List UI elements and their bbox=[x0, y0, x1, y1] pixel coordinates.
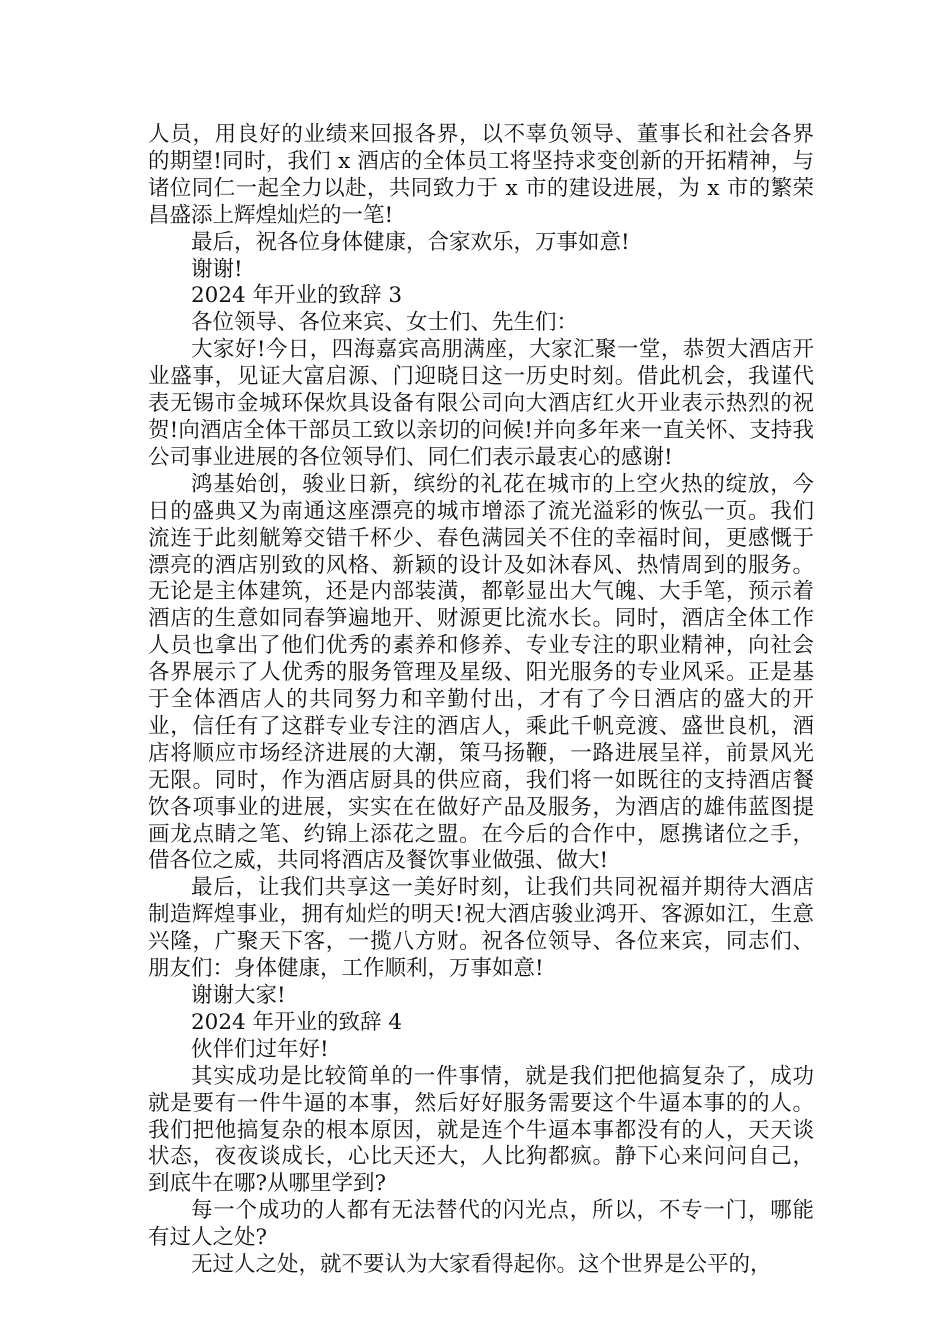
paragraph-greeting: 大家好!今日，四海嘉宾高朋满座，大家汇聚一堂，恭贺大酒店开业盛事，见证大富启源、门迎晓日这一历史时刻。借此机会，我谨代表无锡市金城环保炊具设备有限公司向大酒店红火开业表示热烈的祝贺!向酒店全体干部员工致以亲切的问候!并向多年来一直关怀、支持我公司事业进展的各位领导们、同仁们表示最衷心的感谢! bbox=[148, 337, 814, 470]
paragraph-final-wishes: 最后，让我们共享这一美好时刻，让我们共同祝福并期待大酒店制造辉煌事业，拥有灿烂的明天!祝大酒店骏业鸿开、客源如江，生意兴隆，广聚天下客，一揽八方财。祝各位领导、各位来宾，同志们、朋友们：身体健康，工作顺利，万事如意! bbox=[148, 875, 814, 982]
paragraph-success: 其实成功是比较简单的一件事情，就是我们把他搞复杂了，成功就是要有一件牛逼的本事，然后好好服务需要这个牛逼本事的的人。我们把他搞复杂的根本原因，就是连个牛逼本事都没有的人，天天谈状态，夜夜谈成长，心比天还大，人比狗都疯。静下心来问问自己，到底牛在哪?从哪里学到? bbox=[148, 1063, 814, 1197]
paragraph-salutation: 各位领导、各位来宾、女士们、先生们： bbox=[191, 310, 579, 336]
paragraph-continuation: 人员，用良好的业绩来回报各界，以不辜负领导、董事长和社会各界的期望!同时，我们 x 酒店的全体员工将坚持求变创新的开拓精神，与诸位同仁一起全力以赴，共同致力于 x 市的建设进展，为 x 市的繁荣昌盛添上辉煌灿烂的一笔! bbox=[148, 122, 814, 228]
document-body bbox=[148, 122, 814, 1279]
paragraph-thanks: 谢谢! bbox=[191, 256, 243, 282]
paragraph-fairness: 无过人之处，就不要认为大家看得起你。这个世界是公平的， bbox=[191, 1252, 772, 1278]
paragraph-highlight: 每一个成功的人都有无法替代的闪光点，所以，不专一门，哪能有过人之处? bbox=[148, 1198, 814, 1251]
paragraph-closing-wishes: 最后，祝各位身体健康，合家欢乐，万事如意! bbox=[191, 229, 630, 255]
paragraph-main-body: 鸿基始创，骏业日新，缤纷的礼花在城市的上空火热的绽放，今日的盛典又为南通这座漂亮的城市增添了流光溢彩的恢弘一页。我们流连于此刻觥筹交错千杯少、春色满园关不住的幸福时间，更感慨于漂亮的酒店别致的风格、新颖的设计及如沐春风、热情周到的服务。无论是主体建筑，还是内部装潢，都彰显出大气魄、大手笔，预示着酒店的生意如同春笋遍地开、财源更比流水长。同时，酒店全体工作人员也拿出了他们优秀的素养和修养、专业专注的职业精神，向社会各界展示了人优秀的服务管理及星级、阳光服务的专业风采。正是基于全体酒店人的共同努力和辛勤付出，才有了今日酒店的盛大的开业，信任有了这群专业专注的酒店人，乘此千帆竞渡、盛世良机，酒店将顺应市场经济进展的大潮，策马扬鞭，一路进展呈祥，前景风光无限。同时，作为酒店厨具的供应商，我们将一如既往的支持酒店餐饮各项事业的进展，实实在在做好产品及服务，为酒店的雄伟蓝图提画龙点睛之笔、约锦上添花之盟。在今后的合作中，愿携诸位之手，借各位之威，共同将酒店及餐饮事业做强、做大! bbox=[148, 471, 814, 874]
paragraph-thanks-all: 谢谢大家! bbox=[191, 983, 286, 1008]
paragraph-new-year-greeting: 伙伴们过年好! bbox=[191, 1036, 329, 1062]
section-heading-speech-3: 2024 年开业的致辞 3 bbox=[191, 283, 403, 309]
section-heading-speech-4: 2024 年开业的致辞 4 bbox=[191, 1009, 403, 1035]
